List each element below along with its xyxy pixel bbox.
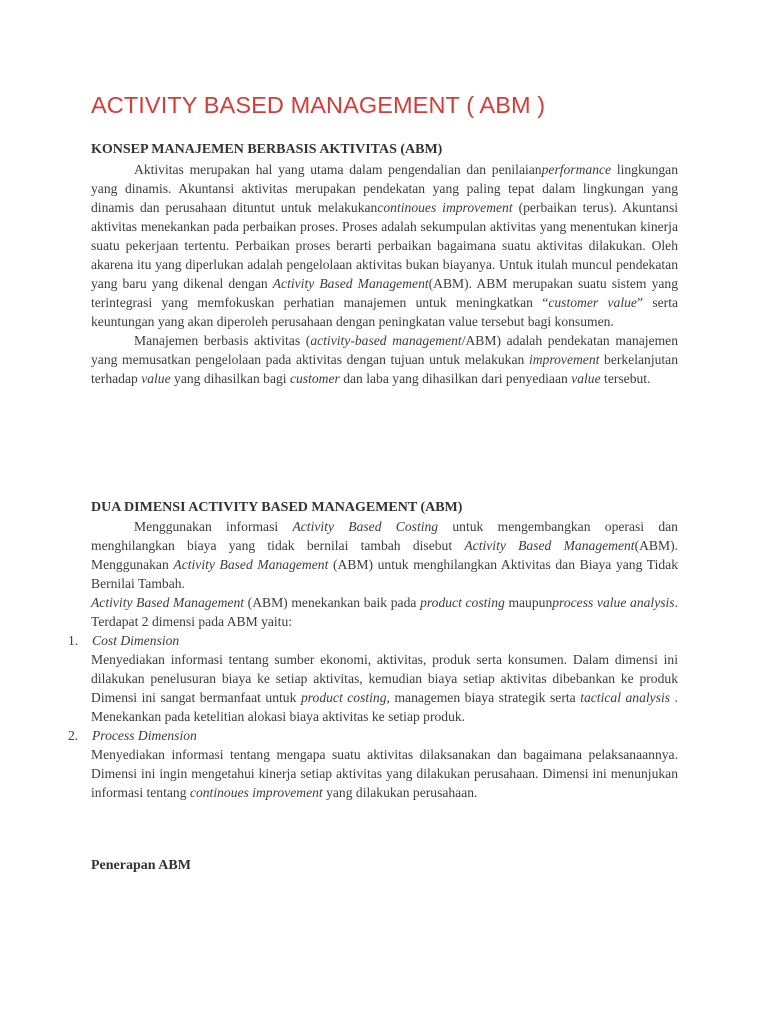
- section-heading-penerapan: Penerapan ABM: [91, 858, 191, 873]
- paragraph-konsep-1: Aktivitas merupakan hal yang utama dalam pengendalian dan penilaianperformance lingkungan yang dinamis. Akuntansi aktivitas merupakan pendekatan yang paling tepat dalam lingkungan yang dinamis dan perusahaan dituntut untuk melakukancontinoues improvement (perbaikan terus). Akuntansi aktivitas menekankan pada perbaikan proses. Proses adalah sekumpulan aktivitas yang menentukan kinerja suatu pekerjaan tertentu. Perbaikan proses berarti perbaikan bagaimana suatu aktivitas dilakukan. Oleh akarena itu yang diperlukan adalah pengelolaan aktivitas bukan biayanya. Untuk itulah muncul pendekatan yang baru yang dikenal dengan Activity Based Management(ABM). ABM merupakan suatu sistem yang terintegrasi yang memfokuskan perhatian manajemen untuk meningkatkan “customer value” serta keuntungan yang akan diperoleh perusahaan dengan peningkatan value tersebut bagi konsumen.: [91, 162, 679, 329]
- list-item-text: Menyediakan informasi tentang mengapa suatu aktivitas dilaksanakan dan bagaimana pelaksanaannya. Dimensi ini ingin mengetahui kinerja setiap aktivitas yang dilakukan perusahaan. Dimensi ini menunjukan informasi tentang continoues improvement yang dilakukan perusahaan.: [91, 747, 678, 800]
- list-item-title: [0, 726, 768, 745]
- paragraph-dimensi-1: Menggunakan informasi Activity Based Costing untuk mengembangkan operasi dan menghilangkan biaya yang tidak bernilai tambah disebut Activity Based Management(ABM). Menggunakan Activity Based Management (ABM) untuk menghilangkan Aktivitas dan Biaya yang Tidak Bernilai Tambah.: [91, 519, 679, 591]
- section-heading-dua-dimensi: DUA DIMENSI ACTIVITY BASED MANAGEMENT (ABM): [91, 500, 463, 515]
- dimension-list: [0, 631, 768, 802]
- section-heading-konsep: KONSEP MANAJEMEN BERBASIS AKTIVITAS (ABM): [91, 142, 443, 157]
- list-item-text: Menyediakan informasi tentang sumber ekonomi, aktivitas, produk serta konsumen. Dalam dimensi ini dilakukan penelusuran biaya ke setiap aktivitas, kemudian biaya setiap aktivitas dibebankan ke produk Dimensi ini sangat bermanfaat untuk product costing, managemen biaya strategik serta tactical analysis . Menekankan pada ketelitian alokasi biaya aktivitas ke setiap produk.: [91, 652, 679, 724]
- list-number: 2.: [68, 728, 79, 743]
- list-item-title: [0, 631, 768, 650]
- list-label: Cost Dimension: [92, 633, 180, 648]
- paragraph-dimensi-2: Activity Based Management (ABM) menekankan baik pada product costing maupunprocess value analysis. Terdapat 2 dimensi pada ABM yaitu:: [91, 595, 678, 629]
- section-dua-dimensi-body: [91, 517, 678, 631]
- document-title: ACTIVITY BASED MANAGEMENT ( ABM ): [91, 92, 546, 118]
- paragraph-konsep-2: Manajemen berbasis aktivitas (activity-based management/ABM) adalah pendekatan manajemen yang memusatkan pengelolaan pada aktivitas dengan tujuan untuk melakukan improvement berkelanjutan terhadap value yang dihasilkan bagi customer dan laba yang dihasilkan dari penyediaan value tersebut.: [91, 333, 679, 386]
- list-item: [0, 726, 768, 802]
- list-number: 1.: [68, 633, 79, 648]
- list-item: [0, 631, 768, 726]
- list-label: Process Dimension: [92, 728, 197, 743]
- section-konsep-body: [91, 160, 678, 388]
